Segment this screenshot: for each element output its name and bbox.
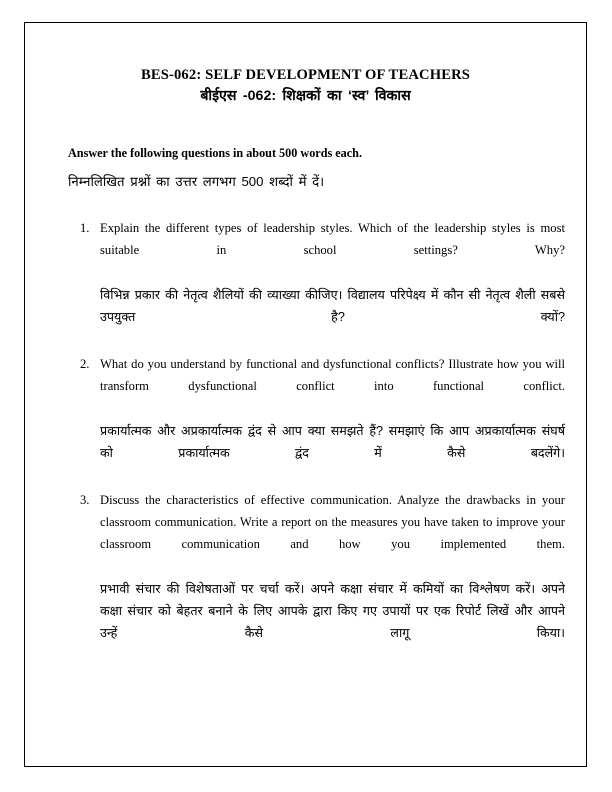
document-heading bbox=[24, 66, 587, 107]
question-text-hindi: प्रकार्यात्मक और अप्रकार्यात्मक द्वंद से आप क्या समझते हैं? समझाएं कि आप अप्रकार्यात्मक संघर्ष को प्रकार्यात्मक द्वंद में कैसे बदलेंगे। bbox=[100, 424, 565, 461]
question-item bbox=[80, 218, 565, 350]
question-text-hindi: प्रभावी संचार की विशेषताओं पर चर्चा करें। अपने कक्षा संचार में कमियों का विश्लेषण करें। अपने कक्षा संचार को बेहतर बनाने के लिए आपके द्वारा किए गए उपायों पर एक रिपोर्ट लिखें और आपने उन्हें कैसे लागू किया। bbox=[100, 581, 565, 640]
question-item bbox=[80, 354, 565, 486]
question-text-english: Discuss the characteristics of effective communication. Analyze the drawbacks in your classroom communication. Write a report on the measures you have taken to improve your classroom communication and how you implemented them. bbox=[100, 493, 565, 551]
question-text-english: What do you understand by functional and dysfunctional conflicts? Illustrate how you will transform dysfunctional conflict into functional conflict. bbox=[100, 357, 565, 393]
instruction-hindi: निम्नलिखित प्रश्नों का उत्तर लगभग 500 शब्दों में दें। bbox=[68, 173, 325, 189]
question-item bbox=[80, 490, 565, 666]
instructions-block bbox=[24, 145, 587, 191]
page-title-english: BES-062: SELF DEVELOPMENT OF TEACHERS bbox=[140, 67, 471, 83]
question-text-hindi: विभिन्न प्रकार की नेतृत्व शैलियों की व्याख्या कीजिए। विद्यालय परिपेक्ष्य में कौन सी नेतृत्व शैली सबसे उपयुक्त है? क्यों? bbox=[100, 288, 565, 325]
question-body bbox=[100, 218, 565, 350]
question-body bbox=[100, 354, 565, 486]
question-number: 2. bbox=[80, 357, 90, 372]
questions-list bbox=[24, 218, 587, 666]
question-number: 1. bbox=[80, 221, 90, 236]
assignment-page bbox=[24, 22, 587, 767]
question-body bbox=[100, 490, 565, 666]
page-title-hindi: बीईएस -062: शिक्षकों का ‘स्व’ विकास bbox=[200, 88, 411, 105]
instruction-english: Answer the following questions in about 500 words each. bbox=[68, 146, 362, 161]
question-number: 3. bbox=[80, 493, 90, 508]
question-text-english: Explain the different types of leadership styles. Which of the leadership styles is most suitable in school settings? Why? bbox=[100, 221, 565, 257]
